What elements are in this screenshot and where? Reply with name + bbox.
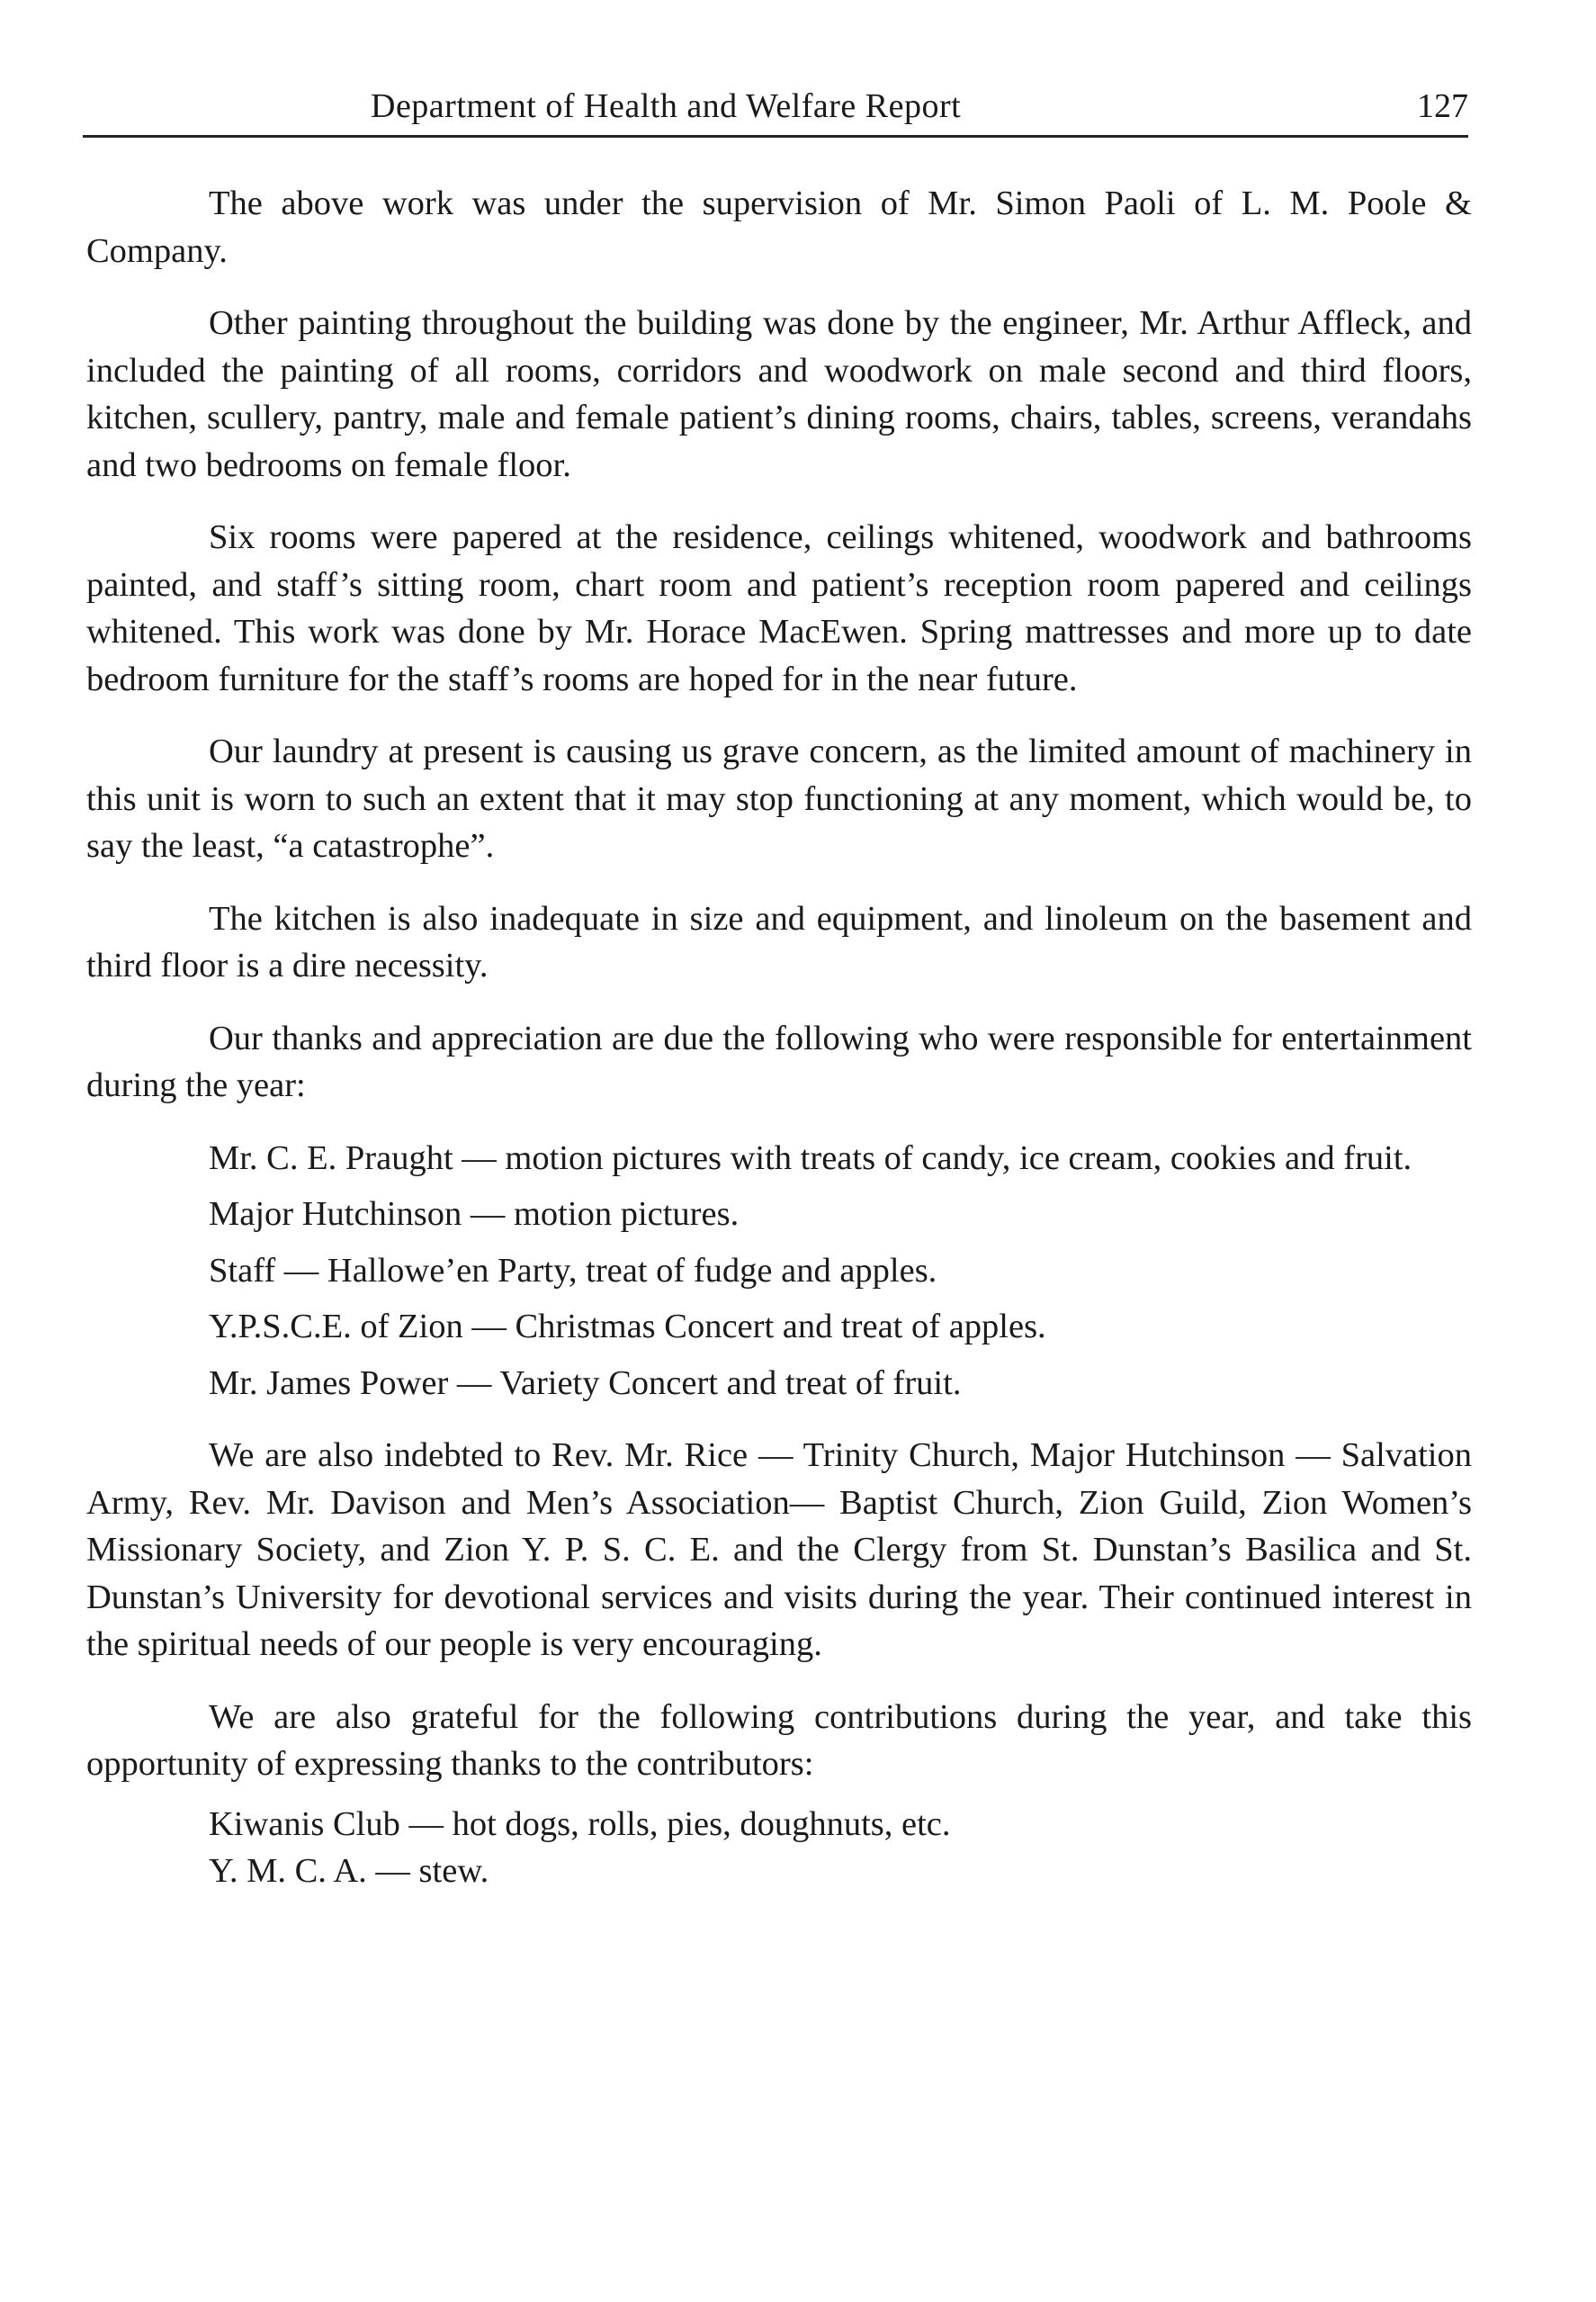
page-body xyxy=(86,180,1472,1920)
paragraph-grateful: We are also grateful for the following contributions during the year, and take this opportunity of expressing thanks to the contributors: xyxy=(86,1697,1472,1783)
list-item: Y.P.S.C.E. of Zion — Christmas Concert and treat of apples. xyxy=(209,1308,1046,1345)
list-item: Major Hutchinson — motion pictures. xyxy=(209,1195,740,1233)
list-item: Mr. C. E. Praught — motion pictures with treats of candy, ice cream, cookies and fruit. xyxy=(209,1138,1412,1177)
entertainment-list xyxy=(86,1135,1472,1407)
header-rule xyxy=(83,135,1468,138)
paragraph-thanks: Our thanks and appreciation are due the following who were responsible for entertainment during the year: xyxy=(86,1019,1472,1104)
running-title: Department of Health and Welfare Report xyxy=(371,87,962,125)
paragraph-laundry: Our laundry at present is causing us grave concern, as the limited amount of machinery in this unit is worn to such an extent that it may stop functioning at any moment, which would be, to say the least, “a catastrophe”. xyxy=(86,733,1472,865)
list-item: Staff — Hallowe’en Party, treat of fudge and apples. xyxy=(209,1251,937,1290)
list-item: Y. M. C. A. — stew. xyxy=(209,1852,489,1890)
contributions-list xyxy=(86,1801,1472,1895)
page-number: 127 xyxy=(1417,87,1468,125)
page-header xyxy=(83,83,1468,137)
paragraph-indebted: We are also indebted to Rev. Mr. Rice — Trinity Church, Major Hutchinson — Salvation Army, Rev. Mr. Davison and Men’s Association— Baptist Church, Zion Guild, Zion Women’s Missionary Society, and Zion Y. P. S. C. E. and the Clergy from St. Dunstan’s Basilica and St. Dunstan’s University for devotional services and visits during the year. Their continued interest in the spiritual needs of our people is very encouraging. xyxy=(86,1436,1472,1663)
list-item: Mr. James Power — Variety Concert and treat of fruit. xyxy=(209,1363,962,1402)
paragraph-residence: Six rooms were papered at the residence, ceilings whitened, woodwork and bathrooms painted, and staff’s sitting room, chart room and patient’s reception room papered and ceilings whitened. This work was done by Mr. Horace MacEwen. Spring mattresses and more up to date bedroom furniture for the staff’s rooms are hoped for in the near future. xyxy=(86,518,1472,698)
paragraph-painting: Other painting throughout the building was done by the engineer, Mr. Arthur Affleck, and included the painting of all rooms, corridors and woodwork on male second and third floors, kitchen, scullery, pantry, male and female patient’s dining rooms, chairs, tables, screens, verandahs and two bedrooms on female floor. xyxy=(86,304,1472,484)
list-item: Kiwanis Club — hot dogs, rolls, pies, doughnuts, etc. xyxy=(209,1804,951,1843)
paragraph-kitchen: The kitchen is also inadequate in size and equipment, and linoleum on the basement and third floor is a dire necessity. xyxy=(86,899,1472,985)
paragraph-supervision: The above work was under the supervision of Mr. Simon Paoli of L. M. Poole & Company. xyxy=(86,184,1472,270)
